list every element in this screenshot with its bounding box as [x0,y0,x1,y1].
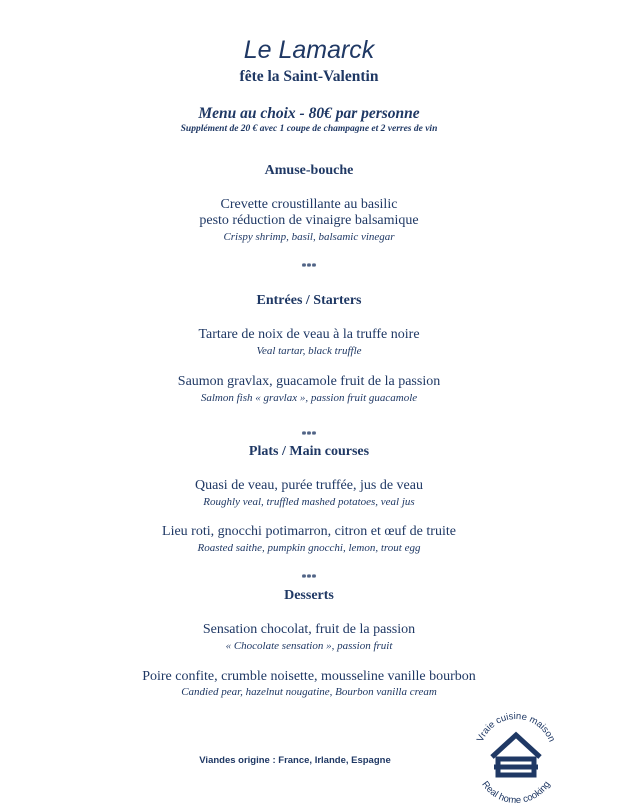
menu-title: Menu au choix - 80€ par personne [198,105,420,122]
restaurant-name: Le Lamarck [243,36,375,64]
homemade-logo [466,705,566,805]
logo-text-bottom: Real home cooking [479,779,553,805]
dish-english: Crispy shrimp, basil, balsamic vinegar [223,231,395,243]
section-title-amuse: Amuse-bouche [264,163,354,178]
dish-french: Saumon gravlax, guacamole fruit de la passion [177,374,441,389]
dish-french: Sensation chocolat, fruit de la passion [202,622,416,637]
dish-english: Veal tartar, black truffle [256,345,362,357]
logo-text-top: Vraie cuisine maison [474,710,558,744]
dish-english: Roasted saithe, pumpkin gnocchi, lemon, trout egg [197,542,421,554]
section-title-desserts: Desserts [284,588,334,603]
dish-french: Quasi de veau, purée truffée, jus de veau [195,478,423,493]
dish-french: Lieu roti, gnocchi potimarron, citron et œuf de truite [162,524,456,539]
dish-english: Roughly veal, truffled mashed potatoes, veal jus [203,496,415,508]
separator: *** [301,430,317,441]
dish-french: Poire confite, crumble noisette, mousseline vanille bourbon [142,669,476,684]
dish-english: Salmon fish « gravlax », passion fruit guacamole [200,392,418,404]
dish-french: Crevette croustillante au basilic [220,197,398,212]
separator: *** [301,573,317,584]
meat-origin-note: Viandes origine : France, Irlande, Espagne [199,755,391,766]
separator: *** [301,262,317,273]
dish-french: Tartare de noix de veau à la truffe noire [198,327,420,342]
dish-english: « Chocolate sensation », passion fruit [225,640,393,652]
event-subtitle: fête la Saint-Valentin [239,68,379,85]
supplement-note: Supplément de 20 € avec 1 coupe de champagne et 2 verres de vin [180,124,438,134]
section-title-entrees: Entrées / Starters [256,293,362,308]
dish-english: Candied pear, hazelnut nougatine, Bourbon vanilla cream [181,686,437,698]
house-icon [492,735,540,775]
section-title-plats: Plats / Main courses [248,444,370,459]
dish-french: pesto réduction de vinaigre balsamique [199,213,419,228]
